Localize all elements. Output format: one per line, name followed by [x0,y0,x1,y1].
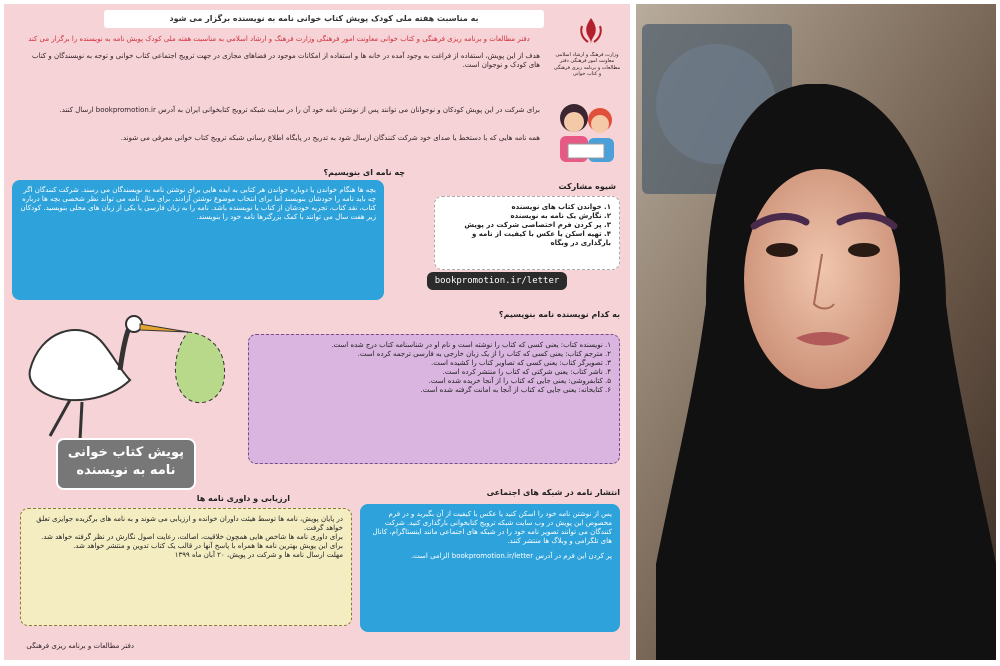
judging-item-4: مهلت ارسال نامه ها و شرکت در پویش، ۲۰ آبان ماه ۱۳۹۹ [174,551,343,560]
participation-box [434,196,620,270]
participation-step-1: ۱. خواندن کتاب های نویسنده [511,203,611,211]
stork-icon [10,310,246,450]
whom-item-4: ۴. ناشر کتاب: یعنی شرکتی که کتاب را منتشر کرده است. [442,368,611,377]
why-title: چه نامه ای بنویسیم؟ [323,168,405,177]
why-text: بچه ها هنگام خواندن یا دوباره خواندن هر کتابی به ایده هایی برای نوشتن نامه به نویسندگان می رسند. شرکت کنندگان اگر چه باید نامه را خودشان بنویسند اما برای انتخاب موضوع نوشتن آزادند. برای مثال نامه می تواند نظر شخصی بچه ها درباره کتاب، نقد کتاب، تجربه خودشان از کتاب یا نویسنده باشد. نامه را به زبان فارسی یا یکی از زبان های محلی بنویسید. کودکان زیر هفت سال می توانند با کمک بزرگترها نامه خود را بنویسند. [20,186,376,222]
campaign-logo [56,438,196,490]
poster-header-sub: دفتر مطالعات و برنامه ریزی فرهنگی و کتاب خوانی معاونت امور فرهنگی وزارت فرهنگ و ارشاد اسلامی به مناسبت هفته ملی کودک پویش نامه به نویسنده را برگزار می کند [28,35,530,43]
social-title: انتشار نامه در شبکه های اجتماعی [486,488,620,497]
participation-step-3: ۳. پر کردن فرم اختصاصی شرکت در پویش [464,221,611,230]
ministry-text: وزارت فرهنگ و ارشاد اسلامی معاونت امور فرهنگی دفتر مطالعات و برنامه ریزی فرهنگی و کتاب خوانی [553,52,621,77]
judging-box [20,508,352,626]
whom-item-3: ۳. تصویرگر کتاب: یعنی کسی که تصاویر کتاب را کشیده است. [431,359,611,368]
why-box [12,180,384,300]
whom-item-5: ۵. کتابفروشی: یعنی جایی که کتاب را از آنجا خریده شده است. [428,377,611,386]
whom-box [248,334,620,464]
social-box [360,504,620,632]
campaign-logo-line1: پویش کتاب خوانی [67,445,185,460]
portrait-photo [636,4,996,660]
judging-item-3: برای این پویش بهترین نامه ها همراه با پاسخ آنها در قالب یک کتاب تدوین و منتشر خواهد شد. [73,542,343,551]
social-site-line: پر کردن این فرم در آدرس bookpromotion.ir/letter الزامی است. [410,552,612,561]
participation-step-4: ۴. تهیه اسکن یا عکس با کیفیت از نامه و بارگذاری در وبگاه [472,230,611,248]
site-pill: bookpromotion.ir/letter [427,272,567,290]
whom-title: به کدام نویسنده نامه بنویسیم؟ [498,310,620,319]
campaign-logo-line2: نامه به نویسنده [76,463,176,478]
poster-header-main: به مناسبت هفته ملی کودک پویش کتاب خوانی نامه به نویسنده برگزار می شود [104,10,544,28]
emblem-icon [574,14,608,48]
whom-item-6: ۶. کتابخانه: یعنی جایی که کتاب از آنجا به امانت گرفته شده است. [420,386,611,395]
judging-item-2: برای داوری نامه ها شاخص هایی همچون خلاقیت، اصالت، رعایت اصول نگارش در نظر گرفته خواهد شد. [41,533,343,542]
social-text: پس از نوشتن نامه خود را اسکن کنید یا عکس با کیفیت از آن بگیرید و در فرم مخصوص این پویش در وب سایت شبکه ترویج کتابخوانی بارگذاری کنید. شرکت کنندگان می توانند تصویر نامه خود را در شبکه های اجتماعی مانند اینستاگرام، کانال های تلگرامی و وبلاگ ها منتشر کنند. [372,510,612,546]
judging-item-1: در پایان پویش، نامه ها توسط هیئت داوران خوانده و ارزیابی می شوند و به نامه های برگزیده جوایزی تعلق خواهد گرفت. [36,515,343,533]
intro-paragraph-2: برای شرکت در این پویش کودکان و نوجوانان می توانند پس از نوشتن نامه خود آن را در سایت شبکه ترویج کتابخوانی ایران به آدرس bookpromotion.ir ارسال کنند. [59,106,540,114]
whom-item-1: ۱. نویسنده کتاب: یعنی کسی که کتاب را نوشته است و نام او در شناسنامه کتاب درج شده است. [331,341,611,349]
judging-title: ارزیابی و داوری نامه ها [196,494,290,503]
intro-paragraph-3: همه نامه هایی که با دستخط یا صدای خود شرکت کنندگان ارسال شود به تدریج در پایگاه اطلاع رسانی شبکه ترویج کتاب خوانی معرفی می شوند. [120,134,540,142]
participation-title: شیوه مشارکت [558,182,616,191]
participation-step-2: ۲. نگارش یک نامه به نویسنده [510,212,611,221]
children-reading-icon [554,96,620,172]
intro-paragraph-1: هدف از این پویش، استفاده از فراغت به وجود آمده در خانه ها و استفاده از امکانات موجود در فضاهای مجازی در جهت ترویج اجتماعی کتاب خوانی و توجه به نویسندگان و کتاب های کودک و نوجوان است. [31,52,540,69]
campaign-poster [4,4,630,660]
footer-credit: دفتر مطالعات و برنامه ریزی فرهنگی [26,642,134,650]
whom-item-2: ۲. مترجم کتاب: یعنی کسی که کتاب را از یک زبان خارجی به فارسی ترجمه کرده است. [357,350,611,359]
